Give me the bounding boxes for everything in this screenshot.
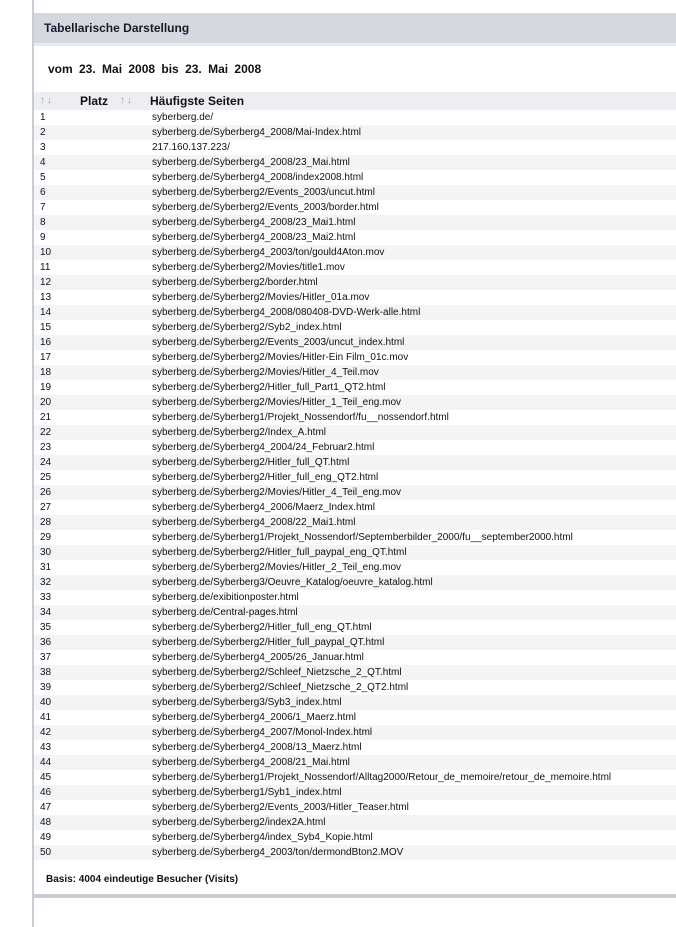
table-row	[34, 620, 676, 635]
row-page-url: syberberg.de/Syberberg1/Syb1_index.html	[152, 787, 342, 798]
row-page-url: syberberg.de/Syberberg2/Events_2003/border.html	[152, 202, 379, 213]
row-page-url: syberberg.de/Syberberg1/Projekt_Nossendorf/fu__nossendorf.html	[152, 412, 449, 423]
row-page-url: syberberg.de/Syberberg4_2003/ton/dermondBton2.MOV	[152, 847, 404, 858]
row-spacer	[74, 620, 150, 635]
row-rank: 2	[40, 127, 46, 138]
row-page-url: syberberg.de/Syberberg2/Movies/title1.mov	[152, 262, 345, 273]
panel-bottom-border	[34, 894, 676, 898]
table-row	[34, 215, 676, 230]
row-rank: 10	[40, 247, 52, 258]
row-spacer	[74, 845, 150, 860]
row-spacer	[74, 710, 150, 725]
row-rank: 7	[40, 202, 46, 213]
row-rank: 38	[40, 667, 52, 678]
row-page-url: syberberg.de/Syberberg4_2008/23_Mai.html	[152, 157, 350, 168]
row-rank: 43	[40, 742, 52, 753]
row-rank: 27	[40, 502, 52, 513]
row-rank: 37	[40, 652, 52, 663]
table-row	[34, 305, 676, 320]
row-spacer	[74, 515, 150, 530]
row-rank: 49	[40, 832, 52, 843]
row-page-url: syberberg.de/Syberberg2/Events_2003/uncut_index.html	[152, 337, 405, 348]
table-row	[34, 740, 676, 755]
table-row	[34, 560, 676, 575]
row-page-url: syberberg.de/Syberberg2/Hitler_full_eng_QT.html	[152, 622, 372, 633]
row-rank: 15	[40, 322, 52, 333]
table-row	[34, 440, 676, 455]
row-spacer	[74, 170, 150, 185]
row-rank: 44	[40, 757, 52, 768]
row-page-url: syberberg.de/exibitionposter.html	[152, 592, 299, 603]
table-row	[34, 140, 676, 155]
row-rank: 16	[40, 337, 52, 348]
row-spacer	[74, 770, 150, 785]
row-page-url: syberberg.de/Syberberg4_2003/ton/gould4Aton.mov	[152, 247, 385, 258]
row-spacer	[74, 605, 150, 620]
row-rank: 35	[40, 622, 52, 633]
table-row	[34, 170, 676, 185]
page-sort-controls	[114, 92, 150, 110]
table-row	[34, 650, 676, 665]
row-spacer	[74, 635, 150, 650]
table-row	[34, 410, 676, 425]
table-row	[34, 710, 676, 725]
row-rank: 22	[40, 427, 52, 438]
row-rank: 50	[40, 847, 52, 858]
row-spacer	[74, 665, 150, 680]
row-spacer	[74, 260, 150, 275]
row-page-url: syberberg.de/Syberberg2/Movies/Hitler_2_Teil_eng.mov	[152, 562, 402, 573]
row-spacer	[74, 215, 150, 230]
row-rank: 21	[40, 412, 52, 423]
row-page-url: syberberg.de/Syberberg4_2008/23_Mai1.html	[152, 217, 356, 228]
row-rank: 13	[40, 292, 52, 303]
sort-descending-icon[interactable]: ↓	[47, 95, 52, 106]
row-rank: 3	[40, 142, 46, 153]
row-rank: 29	[40, 532, 52, 543]
row-spacer	[74, 335, 150, 350]
row-rank: 24	[40, 457, 52, 468]
row-spacer	[74, 425, 150, 440]
row-rank: 14	[40, 307, 52, 318]
row-spacer	[74, 380, 150, 395]
row-spacer	[74, 395, 150, 410]
table-row	[34, 665, 676, 680]
row-spacer	[74, 125, 150, 140]
table-row	[34, 830, 676, 845]
table-row	[34, 635, 676, 650]
row-page-url: syberberg.de/	[152, 112, 214, 123]
row-rank: 36	[40, 637, 52, 648]
row-page-url: syberberg.de/Syberberg2/Hitler_full_Part1_QT2.html	[152, 382, 386, 393]
row-page-url: syberberg.de/Syberberg4_2008/080408-DVD-Werk-alle.html	[152, 307, 421, 318]
row-spacer	[74, 275, 150, 290]
table-row	[34, 845, 676, 860]
table-header-row	[34, 92, 676, 110]
column-header-pages: Häufigste Seiten	[150, 94, 245, 108]
row-spacer	[74, 530, 150, 545]
table-row	[34, 605, 676, 620]
row-page-url: syberberg.de/Syberberg4_2008/index2008.html	[152, 172, 364, 183]
row-rank: 28	[40, 517, 52, 528]
row-page-url: syberberg.de/Syberberg2/Hitler_full_eng_QT2.html	[152, 472, 379, 483]
table-row	[34, 185, 676, 200]
row-page-url: syberberg.de/Syberberg4_2008/23_Mai2.html	[152, 232, 356, 243]
table-row	[34, 470, 676, 485]
row-spacer	[74, 140, 150, 155]
table-row	[34, 155, 676, 170]
row-page-url: syberberg.de/Syberberg4_2008/13_Maerz.html	[152, 742, 362, 753]
table-row	[34, 380, 676, 395]
row-rank: 1	[40, 112, 46, 123]
row-page-url: syberberg.de/Syberberg4_2004/24_Februar2.html	[152, 442, 375, 453]
table-row	[34, 800, 676, 815]
row-spacer	[74, 815, 150, 830]
panel-title: Tabellarische Darstellung	[34, 13, 676, 43]
row-spacer	[74, 650, 150, 665]
table-row	[34, 500, 676, 515]
row-spacer	[74, 725, 150, 740]
table-row	[34, 395, 676, 410]
row-spacer	[74, 245, 150, 260]
table-row	[34, 320, 676, 335]
row-rank: 8	[40, 217, 46, 228]
row-page-url: syberberg.de/Syberberg4_2008/Mai-Index.html	[152, 127, 362, 138]
row-page-url: 217.160.137.223/	[152, 142, 230, 153]
row-spacer	[74, 575, 150, 590]
date-range: vom 23. Mai 2008 bis 23. Mai 2008	[48, 62, 262, 76]
table-row	[34, 485, 676, 500]
sort-descending-icon[interactable]: ↓	[127, 95, 132, 106]
row-rank: 5	[40, 172, 46, 183]
table-row	[34, 680, 676, 695]
row-page-url: syberberg.de/Syberberg4_2006/1_Maerz.html	[152, 712, 357, 723]
row-rank: 41	[40, 712, 52, 723]
row-rank: 46	[40, 787, 52, 798]
row-spacer	[74, 230, 150, 245]
row-page-url: syberberg.de/Syberberg2/Hitler_full_QT.html	[152, 457, 350, 468]
row-page-url: syberberg.de/Syberberg2/Movies/Hitler_01a.mov	[152, 292, 370, 303]
row-spacer	[74, 545, 150, 560]
row-page-url: syberberg.de/Syberberg4_2008/21_Mai.html	[152, 757, 350, 768]
table-row	[34, 110, 676, 125]
row-spacer	[74, 320, 150, 335]
row-spacer	[74, 290, 150, 305]
row-spacer	[74, 695, 150, 710]
row-page-url: syberberg.de/Syberberg2/Movies/Hitler_4_Teil_eng.mov	[152, 487, 402, 498]
row-spacer	[74, 740, 150, 755]
row-spacer	[74, 500, 150, 515]
basis-summary: Basis: 4004 eindeutige Besucher (Visits)	[46, 873, 239, 885]
row-spacer	[74, 470, 150, 485]
row-page-url: syberberg.de/Syberberg2/Movies/Hitler_4_Teil.mov	[152, 367, 379, 378]
row-rank: 47	[40, 802, 52, 813]
row-rank: 12	[40, 277, 52, 288]
row-rank: 42	[40, 727, 52, 738]
row-rank: 40	[40, 697, 52, 708]
table-row	[34, 350, 676, 365]
table-row	[34, 260, 676, 275]
row-page-url: syberberg.de/Central-pages.html	[152, 607, 298, 618]
row-rank: 6	[40, 187, 46, 198]
row-page-url: syberberg.de/Syberberg4_2006/Maerz_Index.html	[152, 502, 375, 513]
table-row	[34, 455, 676, 470]
table-row	[34, 815, 676, 830]
row-rank: 33	[40, 592, 52, 603]
row-page-url: syberberg.de/Syberberg3/Syb3_index.html	[152, 697, 342, 708]
table-row	[34, 230, 676, 245]
row-page-url: syberberg.de/Syberberg2/Index_A.html	[152, 427, 326, 438]
row-page-url: syberberg.de/Syberberg3/Oeuvre_Katalog/oeuvre_katalog.html	[152, 577, 433, 588]
row-rank: 9	[40, 232, 46, 243]
table-row	[34, 695, 676, 710]
row-spacer	[74, 680, 150, 695]
row-rank: 30	[40, 547, 52, 558]
row-spacer	[74, 410, 150, 425]
row-page-url: syberberg.de/Syberberg4_2005/26_Januar.html	[152, 652, 364, 663]
row-rank: 17	[40, 352, 52, 363]
row-rank: 32	[40, 577, 52, 588]
row-spacer	[74, 200, 150, 215]
table-row	[34, 785, 676, 800]
table-row	[34, 590, 676, 605]
table-row	[34, 365, 676, 380]
row-spacer	[74, 185, 150, 200]
row-rank: 39	[40, 682, 52, 693]
row-rank: 25	[40, 472, 52, 483]
row-spacer	[74, 305, 150, 320]
row-page-url: syberberg.de/Syberberg2/Events_2003/uncut.html	[152, 187, 375, 198]
row-spacer	[74, 365, 150, 380]
table-row	[34, 725, 676, 740]
row-rank: 11	[40, 262, 51, 273]
row-page-url: syberberg.de/Syberberg2/Syb2_index.html	[152, 322, 342, 333]
row-spacer	[74, 800, 150, 815]
table-row	[34, 575, 676, 590]
row-page-url: syberberg.de/Syberberg4_2007/Monol-Index.html	[152, 727, 373, 738]
rank-sort-controls	[34, 92, 74, 110]
table-row	[34, 290, 676, 305]
row-rank: 45	[40, 772, 52, 783]
row-page-url: syberberg.de/Syberberg1/Projekt_Nossendorf/Alltag2000/Retour_de_memoire/retour_de_memoire.html	[152, 772, 612, 783]
row-page-url: syberberg.de/Syberberg2/Hitler_full_paypal_QT.html	[152, 637, 385, 648]
row-page-url: syberberg.de/Syberberg2/Movies/Hitler-Ein Film_01c.mov	[152, 352, 409, 363]
table-row	[34, 515, 676, 530]
table-row	[34, 125, 676, 140]
row-rank: 48	[40, 817, 52, 828]
row-spacer	[74, 155, 150, 170]
row-page-url: syberberg.de/Syberberg2/Schleef_Nietzsche_2_QT.html	[152, 667, 402, 678]
table-row	[34, 770, 676, 785]
table-row	[34, 275, 676, 290]
row-rank: 31	[40, 562, 52, 573]
row-rank: 19	[40, 382, 52, 393]
row-page-url: syberberg.de/Syberberg4/index_Syb4_Kopie.html	[152, 832, 373, 843]
column-header-rank: Platz	[79, 94, 108, 108]
row-spacer	[74, 785, 150, 800]
table-row	[34, 530, 676, 545]
row-spacer	[74, 830, 150, 845]
top-pages-table	[34, 92, 676, 860]
row-page-url: syberberg.de/Syberberg1/Projekt_Nossendorf/Septemberbilder_2000/fu__september2000.html	[152, 532, 573, 543]
row-spacer	[74, 755, 150, 770]
row-rank: 20	[40, 397, 52, 408]
table-row	[34, 200, 676, 215]
sort-ascending-icon[interactable]: ↑	[120, 95, 125, 106]
row-rank: 34	[40, 607, 52, 618]
row-page-url: syberberg.de/Syberberg4_2008/22_Mai1.html	[152, 517, 356, 528]
row-spacer	[74, 485, 150, 500]
table-body	[34, 110, 676, 860]
row-rank: 18	[40, 367, 52, 378]
row-page-url: syberberg.de/Syberberg2/Events_2003/Hitler_Teaser.html	[152, 802, 409, 813]
row-page-url: syberberg.de/Syberberg2/Hitler_full_paypal_eng_QT.html	[152, 547, 407, 558]
table-row	[34, 245, 676, 260]
row-page-url: syberberg.de/Syberberg2/index2A.html	[152, 817, 326, 828]
row-page-url: syberberg.de/Syberberg2/border.html	[152, 277, 318, 288]
sort-ascending-icon[interactable]: ↑	[40, 95, 45, 106]
row-spacer	[74, 350, 150, 365]
row-page-url: syberberg.de/Syberberg2/Movies/Hitler_1_Teil_eng.mov	[152, 397, 402, 408]
row-spacer	[74, 590, 150, 605]
table-row	[34, 545, 676, 560]
table-row	[34, 335, 676, 350]
statistics-panel	[34, 13, 676, 898]
row-spacer	[74, 455, 150, 470]
row-spacer	[74, 440, 150, 455]
row-rank: 4	[40, 157, 46, 168]
row-spacer	[74, 560, 150, 575]
table-row	[34, 755, 676, 770]
table-row	[34, 425, 676, 440]
row-rank: 26	[40, 487, 52, 498]
row-page-url: syberberg.de/Syberberg2/Schleef_Nietzsche_2_QT2.html	[152, 682, 409, 693]
row-rank: 23	[40, 442, 52, 453]
row-spacer	[74, 110, 150, 125]
